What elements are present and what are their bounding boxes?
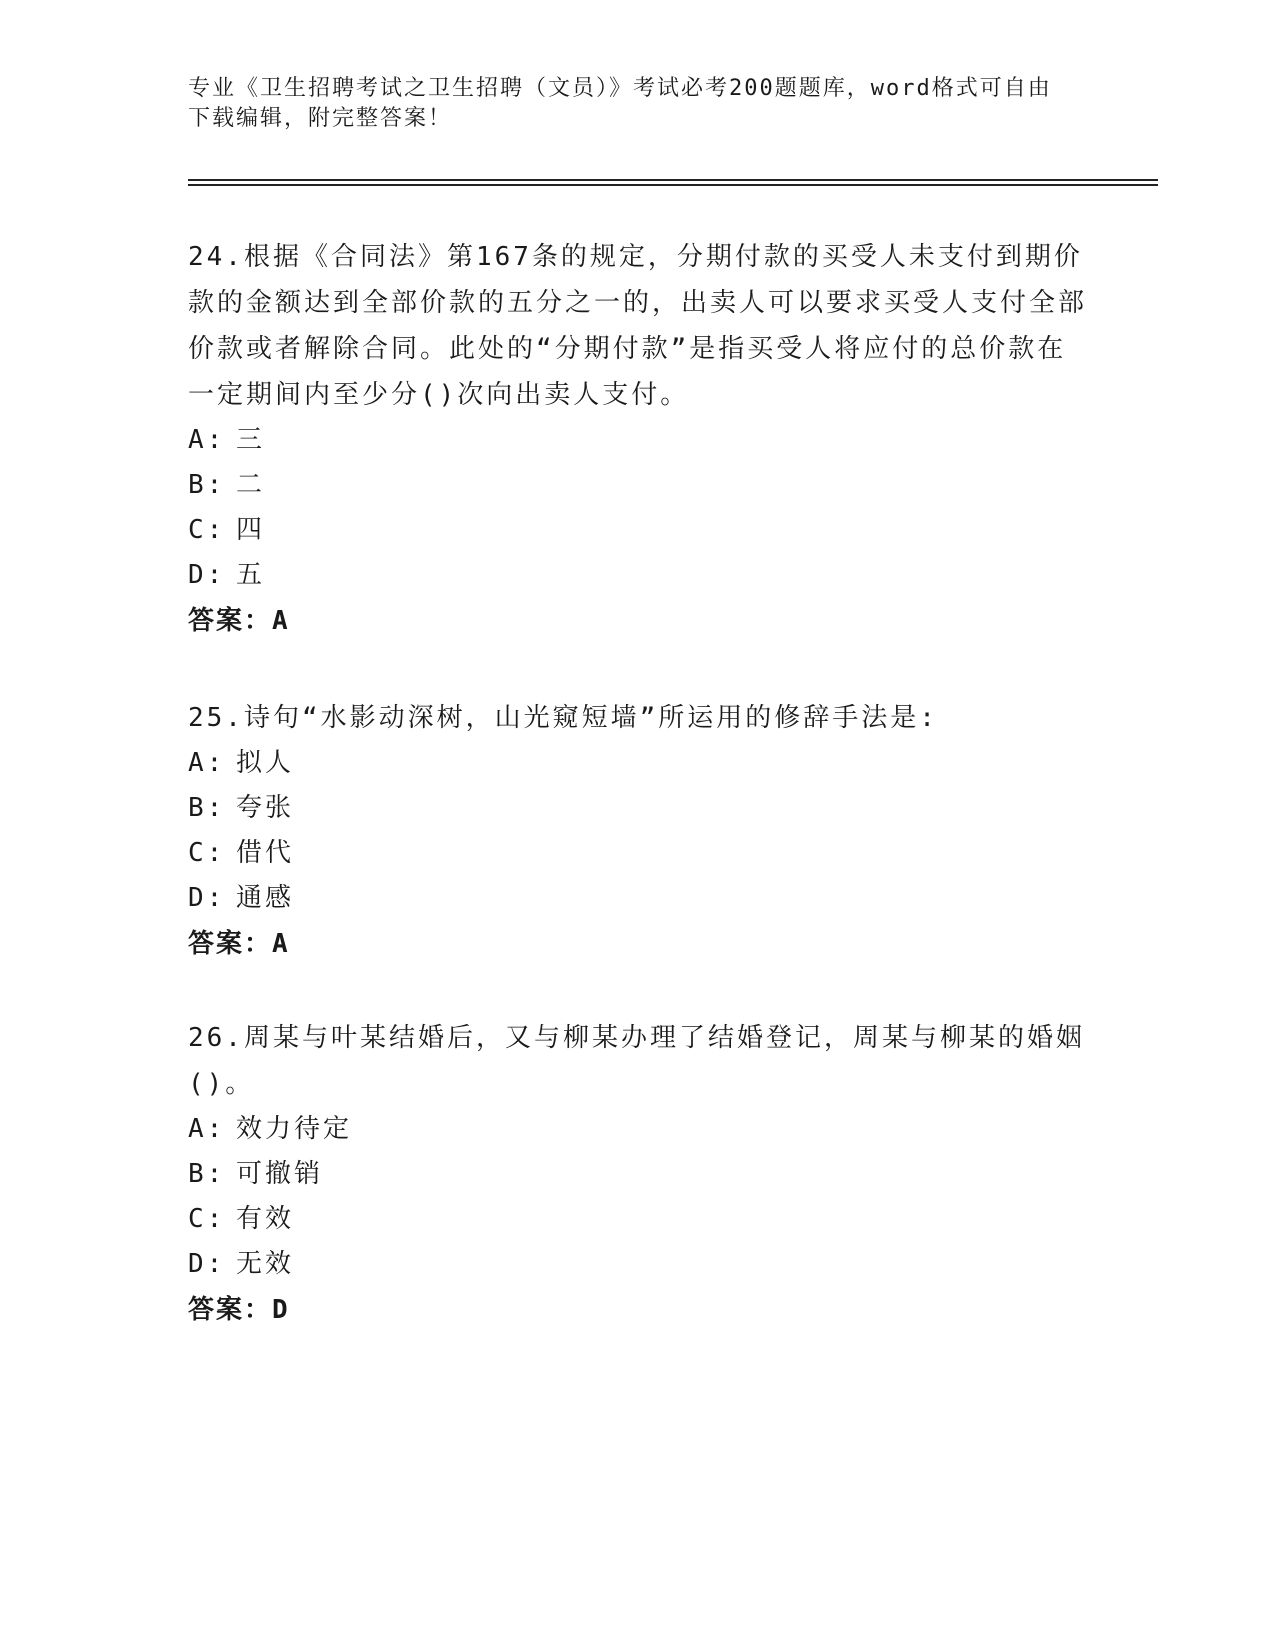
question-stem: 24.根据《合同法》第167条的规定，分期付款的买受人未支付到期价款的金额达到全部价款的五分之一的，出卖人可以要求买受人支付全部价款或者解除合同。此处的“分期付款”是指买受人将应付的总价款在一定期间内至少分()次向出卖人支付。 [188,242,1088,410]
option-label: B: [188,1159,226,1189]
option-b [188,786,1088,831]
option-label: D: [188,883,226,913]
option-text: 二 [236,470,266,500]
option-text: 无效 [236,1249,295,1279]
option-a [188,741,1088,786]
option-label: D: [188,560,226,590]
option-label: B: [188,470,226,500]
option-d [188,553,1088,598]
option-label: A: [188,1114,226,1144]
option-d [188,1242,1088,1287]
option-text: 三 [236,425,266,455]
header-divider-top [188,179,1158,181]
option-text: 拟人 [236,748,295,778]
option-text: 可撤销 [236,1159,324,1189]
option-label: D: [188,1249,226,1279]
option-c [188,508,1088,553]
option-text: 借代 [236,838,295,868]
option-text: 夸张 [236,793,295,823]
option-c [188,1197,1088,1242]
option-label: A: [188,748,226,778]
question-26 [188,1015,1088,1333]
answer-line: 答案：A [188,929,290,959]
option-a [188,418,1088,463]
option-text: 四 [236,515,266,545]
header-divider-bottom [188,184,1158,186]
question-stem: 26.周某与叶某结婚后，又与柳某办理了结婚登记，周某与柳某的婚姻()。 [188,1023,1085,1099]
option-label: C: [188,1204,226,1234]
option-b [188,463,1088,508]
option-text: 有效 [236,1204,295,1234]
option-label: C: [188,515,226,545]
answer-line: 答案：A [188,606,290,636]
option-b [188,1152,1088,1197]
option-text: 效力待定 [236,1114,353,1144]
question-25 [188,695,1088,967]
option-c [188,831,1088,876]
question-24 [188,234,1088,644]
option-text: 五 [236,560,266,590]
option-label: A: [188,425,226,455]
option-d [188,876,1088,921]
option-label: B: [188,793,226,823]
option-text: 通感 [236,883,295,913]
option-label: C: [188,838,226,868]
option-a [188,1107,1088,1152]
question-stem: 25.诗句“水影动深树，山光窥短墙”所运用的修辞手法是: [188,703,938,733]
answer-line: 答案：D [188,1295,290,1325]
document-header-intro: 专业《卫生招聘考试之卫生招聘（文员）》考试必考200题题库，word格式可自由下载编辑，附完整答案！ [188,76,1052,131]
